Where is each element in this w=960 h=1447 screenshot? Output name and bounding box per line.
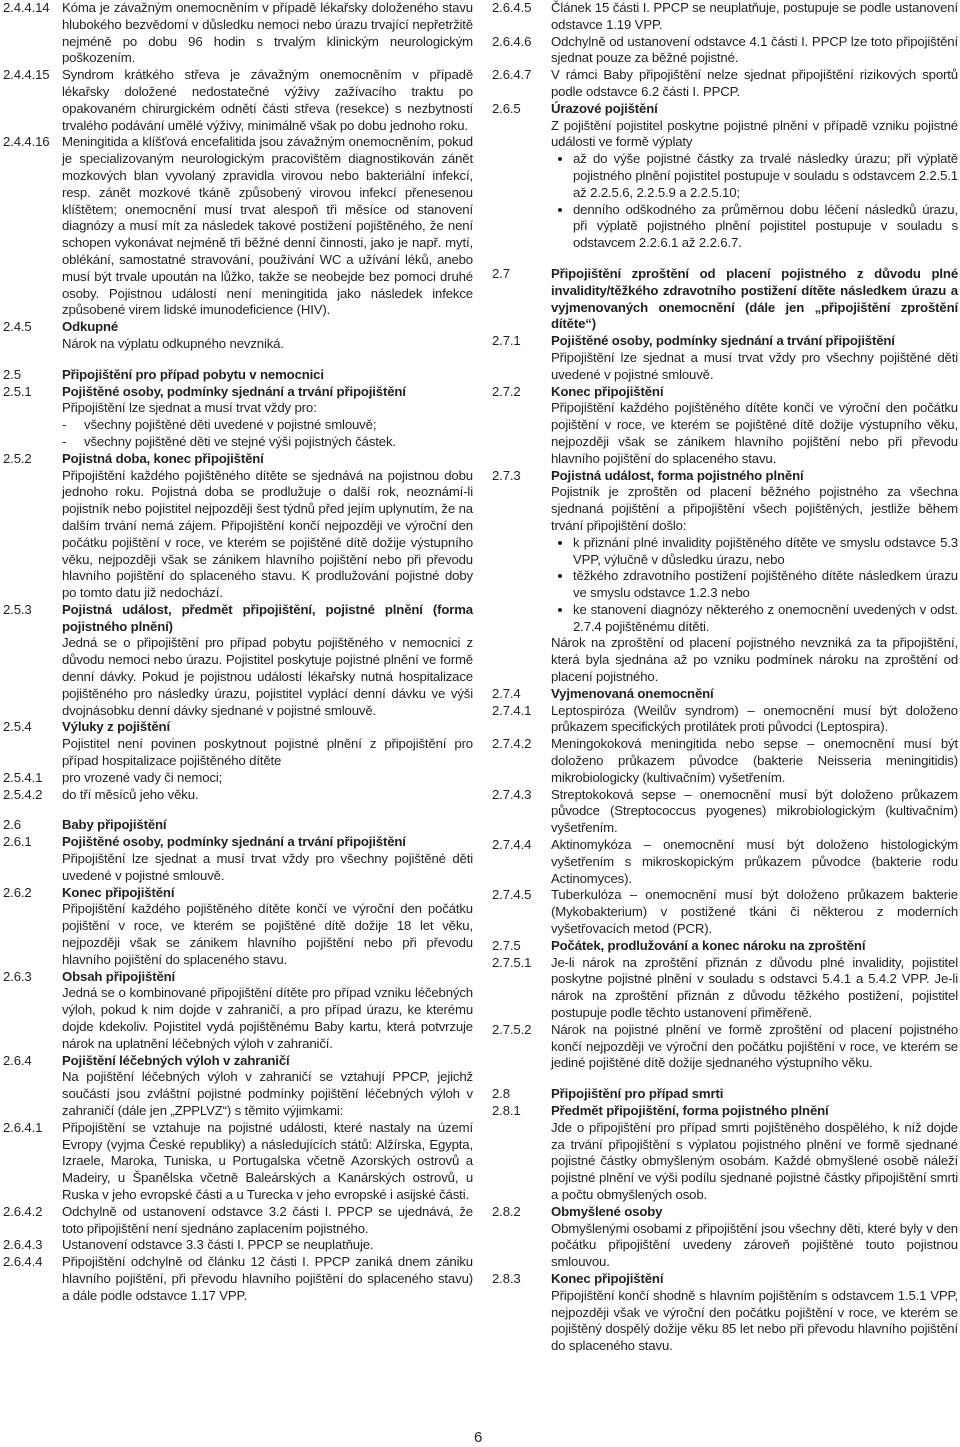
clause-number: 2.6.4.6 [492,33,532,49]
clause-body [551,938,958,955]
clause-number: 2.8 [492,1086,510,1102]
clause-body [62,384,473,451]
clause [492,787,958,837]
clause-body [62,451,473,602]
bullet-item: • ke stanovení diagnózy některého z onemocnění uvedených v odst. 2.7.4 pojištěnému dítěti. [573,602,958,636]
clause [3,1120,473,1204]
clause-text: Pojistitel není povinen poskytnout pojistné plnění z připojištění pro případ hospitalizace pojištěného dítěte [62,736,473,769]
clause-text: Připojištění každého pojištěného dítěte končí ve výroční den počátku pojištění v roce, ve kterém se pojištěné dítě dožije výstupního věku, nejpozději však se zánikem hlavního pojištění nebo při převodu hlavního pojištění do splaceného stavu. [551,400,958,466]
clause-body [551,333,958,383]
clause-text: Streptokoková sepse – onemocnění musí být doloženo průkazem původce (Streptococcus pyogenes) mikrobiologickým (kultivačním) vyšetřením. [551,786,958,836]
clause-number: 2.7.4.1 [492,702,532,718]
clause-body [62,719,473,769]
clause-number: 2.6.2 [3,884,32,900]
clause-body [551,34,958,68]
clause-body [62,969,473,1053]
clause-heading: Úrazové pojištění [551,100,658,116]
clause [492,34,958,68]
clause-text: Syndrom krátkého střeva je závažným onemocněním v případě lékařsky doložené nedostatečné výživy zažívacího traktu po opakovaném chirurgickém odnětí části střeva (resekce) s nezbytností trvalého podávání umělé výživy, minimálně však po dobu jednoho roku. [62,67,473,133]
clause-body [62,1254,473,1304]
clause-body [551,955,958,1022]
section-spacer [3,353,473,367]
clause-body [62,319,473,353]
clause [3,1053,473,1120]
clause-heading: Vyjmenovaná onemocnění [551,685,714,701]
clause [3,885,473,969]
clause-number: 2.7.4.4 [492,837,532,853]
clause-body [551,703,958,737]
clause-body [551,468,958,686]
clause-heading: Konec připojištění [551,1270,664,1286]
clause [3,834,473,884]
section-spacer [3,803,473,817]
bullet-item: • těžkého zdravotního postižení pojištěného dítěte následkem úrazu ve smyslu odstavce 1.2.3 nebo [573,568,958,602]
clause-text: Leptospiróza (Weilův syndrom) – onemocnění musí být doloženo průkazem specifických protilátek proti původci (Leptospira). [551,702,958,735]
clause-number: 2.6.5 [492,100,521,116]
clause [492,887,958,937]
clause-number: 2.7.1 [492,333,521,349]
clause-body [551,266,958,333]
clause [492,67,958,101]
clause-number: 2.6.4.1 [3,1119,43,1135]
clause-body [551,787,958,837]
clause-text: Jedná se o připojištění pro případ pobytu pojištěného v nemocnici z důvodu nemoci nebo úrazu. Pojistitel poskytuje pojistné plnění ve formě denní dávky. Pokud je pojistnou událostí lékařsky nutná hospitalizace pojištěného pro následky úrazu, pojistitel vyplácí denní dávku ve výši dvojnásobku denní dávky sjednané v pojistné smlouvě. [62,635,473,718]
clause-body [62,817,473,834]
clause-number: 2.4.4.14 [3,0,50,15]
clause-heading: Obsah připojištění [62,968,176,984]
clause-body [62,602,473,720]
clause-text: V rámci Baby připojištění nelze sjednat připojištění rizikových sportů podle odstavce 6.2 části I. PPCP. [551,67,958,99]
dash-item: - všechny pojištěné děti uvedené v pojistné smlouvě; [84,417,473,434]
clause-text: Aktinomykóza – onemocnění musí být doloženo histologickým vyšetřením s mikroskopickým průkazem původce (bakterie rodu Actinomyces). [551,837,958,886]
clause-body [551,0,958,34]
clause-number: 2.7.3 [492,467,521,483]
dash-list [62,417,473,451]
clause [3,1237,473,1254]
clause-body [62,1120,473,1204]
clause-number: 2.7.5.1 [492,954,532,970]
clause-text: Článek 15 části I. PPCP se neuplatňuje, postupuje se podle ustanovení odstavce 1.19 VPP. [551,0,958,32]
clause-text: Ustanovení odstavce 3.3 části I. PPCP se neuplatňuje. [62,1237,374,1253]
clause-text: Je-li nárok na zproštění přiznán z důvodu plné invalidity, pojistitel poskytne pojistné plnění v souladu s odstavci 5.4.1 a 5.4.2 VPP. Je-li nárok na zproštění přiznán z důvodu těžkého postižení, pojistitel postupuje podle těchto ustanovení přiměřeně. [551,954,958,1021]
bullet-item: • denního odškodného za průměrnou dobu léčení následků úrazu, při výplatě pojistného plnění pojistitel postupuje v souladu s odstavcem 2.2.6.1 až 2.2.6.7. [573,202,958,252]
clause-text: Jde o připojištění pro případ smrti pojištěného dospělého, k níž dojde za trvání připojištění s výplatou pojistného plnění ve formě sjednané pojistné částky obmyšleným osobám. Každé obmyšlené osobě náleží pojistné plnění ve výši podílu sjednané pojistné částky připojištění smrti a počtu obmyšlených osob. [551,1119,958,1202]
clause-text: Připojištění končí shodně s hlavním pojištěním s odstavcem 1.5.1 VPP, nejpozději však ve výroční den počátku pojištění v roce, ve kterém se pojištěný dospělý dožije věku 85 let nebo při převodu hlavního pojištění do splaceného stavu. [551,1287,958,1354]
clause-number: 2.5 [3,366,21,382]
clause [3,319,473,353]
clause-number: 2.6.4.3 [3,1237,43,1253]
clause-body [551,67,958,101]
clause-body [62,67,473,134]
clause-number: 2.7.4 [492,685,521,701]
clause-number: 2.7.2 [492,383,521,399]
clause-number: 2.6.4.2 [3,1203,43,1219]
clause-body [551,686,958,703]
clause-text: Nárok na zproštění od placení pojistného nevzniká za ta připojištění, která byla sjednána až po vzniku podmínek nároku na zproštění od placení pojistného. [551,635,958,685]
clause [3,0,473,67]
clause [3,384,473,451]
clause-number: 2.7.5 [492,937,521,953]
clause [492,1086,958,1103]
section-spacer [492,1072,958,1086]
clause [3,367,473,384]
clause-body [62,134,473,319]
clause-body [551,1103,958,1204]
clause [492,703,958,737]
clause-heading: Počátek, prodlužování a konec nároku na zproštění [551,937,866,953]
clause-number: 2.4.4.16 [3,134,50,150]
clause-number: 2.6.4.7 [492,67,532,83]
clause-text: Meningitida a klíšťová encefalitida jsou závažným onemocněním, pokud je specializovaným neurologickým pracovištěm diagnostikován zánět mozkových blan vyvolaný zpravidla virovou nebo bakteriální infekcí, resp. zánět mozkové tkáně způsobený virovou infekcí přenesenou klíštětem; onemocnění musí trvat alespoň tři měsíce od stanovení diagnózy a musí mít za následek takové postižení pojištěného, že není schopen vykonávat nejméně tři běžné denní činnosti, jako je např. mytí, oblékání, samostatné stravování, používání WC a užívání léků, anebo musí být trvale upoután na lůžko, takže se neobejde bez pomoci druhé osoby. Pojistnou událostí není meningitida jako následek infekce způsobené virem lidské imunodeficience (HIV). [62,134,473,318]
clause [3,817,473,834]
clause-number: 2.5.4.1 [3,769,43,785]
clause-text: Připojištění se vztahuje na pojistné události, které nastaly na území Evropy (vyjma České republiky) a následujících států: Alžírska, Egypta, Izraele, Maroka, Tuniska, u Portugalska včetně Azorských ostrovů a Madeiry, u Španělska včetně Baleárských a Kanárských ostrovů, u Ruska v jeho evropské části a u Turecka v jeho evropské i asijské části. [62,1119,473,1202]
section-spacer [492,252,958,266]
clause [3,602,473,720]
clause [3,770,473,787]
clause-number: 2.6 [3,817,21,833]
clause-heading: Pojištěné osoby, podmínky sjednání a trvání připojištění [62,834,406,850]
clause-number: 2.8.2 [492,1203,521,1219]
clause-body [62,0,473,67]
clause [3,719,473,769]
clause-number: 2.4.4.15 [3,67,50,83]
clause-heading: Pojistná doba, konec připojištění [62,450,264,466]
clause-heading: Konec připojištění [62,884,175,900]
bullet-item: • až do výše pojistné částky za trvalé následky úrazu; při výplatě pojistného plnění pojistitel postupuje v souladu s odstavcem 2.2.5.1 až 2.2.5.6, 2.2.5.9 a 2.2.5.10; [573,151,958,201]
clause-body [62,885,473,969]
clause-text: Připojištění odchylně od článku 12 části I. PPCP zaniká dnem zániku hlavního pojištění, při převodu hlavního pojištění do splaceného stavu) a dále podle odstavce 1.17 VPP. [62,1254,473,1303]
clause [3,67,473,134]
clause-number: 2.4.5 [3,319,32,335]
clause-body [551,1086,958,1103]
clause-body [62,1053,473,1120]
clause [492,468,958,686]
clause-text: Obmyšlenými osobami z připojištění jsou všechny děti, které byly v den počátku připojištění uvedeny zároveň pojištěné touto pojistnou smlouvou. [551,1220,958,1270]
clause [492,686,958,703]
clause-heading: Konec připojištění [551,383,664,399]
clause-body [551,1022,958,1072]
clause-body [62,1204,473,1238]
clause-body [62,834,473,884]
clause-body [62,367,473,384]
clause-number: 2.6.3 [3,968,32,984]
clause [492,837,958,887]
clause-number: 2.7.4.2 [492,736,532,752]
clause [492,0,958,34]
clause-text: Nárok na výplatu odkupného nevzniká. [62,335,284,351]
clause-heading: Odkupné [62,319,119,335]
left-column [3,0,473,1305]
right-column [492,0,958,1355]
page-number: 6 [474,1429,483,1446]
clause-heading: Předmět připojištění, forma pojistného plnění [551,1103,829,1118]
clause [3,787,473,804]
clause-number: 2.8.1 [492,1103,521,1118]
clause-text: do tří měsíců jeho věku. [62,786,199,802]
dash-item: - všechny pojištěné děti ve stejné výši pojistných částek. [84,434,473,451]
clause-text: Připojištění lze sjednat a musí trvat vždy pro všechny pojištěné děti uvedené v pojistné smlouvě. [62,851,473,883]
clause [492,736,958,786]
clause-text: Meningokoková meningitida nebo sepse – onemocnění musí být doloženo průkazem původce (bakterie Neisseria meningitidis) mikrobiologicky (kultivačním) vyšetřením. [551,736,958,785]
clause [3,451,473,602]
clause-heading: Pojistná událost, předmět připojištění, pojistné plnění (forma pojistného plnění) [62,601,473,634]
clause-heading: Výluky z pojištění [62,719,170,735]
bullet-list [551,151,958,252]
clause-text: Připojištění lze sjednat a musí trvat vždy pro všechny pojištěné děti uvedené v pojistné smlouvě. [551,349,958,382]
clause-body [551,101,958,252]
clause-text: Odchylně od ustanovení odstavce 4.1 části I. PPCP lze toto připojištění sjednat pouze za běžné pojistné. [551,33,958,66]
clause-text: Na pojištění léčebných výloh v zahraničí se vztahují PPCP, jejichž součástí jsou zvláštní pojistné podmínky pojištění léčebných výloh v zahraničí (dále jen „ZPPLVZ“) s těmito výjimkami: [62,1069,473,1118]
clause-number: 2.6.4.4 [3,1254,43,1270]
bullet-list [551,535,958,636]
clause-number: 2.6.4.5 [492,0,532,15]
clause-heading: Připojištění pro případ smrti [551,1086,724,1102]
clause-number: 2.7 [492,265,510,281]
clause [492,1103,958,1204]
clause-body [551,837,958,887]
clause-number: 2.5.4 [3,719,32,735]
clause-body [62,770,473,787]
clause-heading: Připojištění pro případ pobytu v nemocnici [62,366,324,382]
clause [3,1204,473,1238]
clause-number: 2.5.2 [3,450,32,466]
clause [492,1271,958,1355]
clause-body [551,384,958,468]
clause [3,969,473,1053]
clause-body [551,1204,958,1271]
clause [492,938,958,955]
clause-number: 2.5.1 [3,383,32,399]
clause [492,333,958,383]
clause-body [551,736,958,786]
clause-heading: Pojištěné osoby, podmínky sjednání a trvání připojištění [62,383,406,399]
clause-number: 2.7.4.3 [492,786,532,802]
clause-body [62,1237,473,1254]
clause-text: Připojištění každého pojištěného dítěte končí ve výroční den počátku pojištění v roce, ve kterém se pojištěné dítě dožije 18 let věku, nejpozději však se zánikem hlavního pojištění nebo při převodu hlavního pojištění do splaceného stavu. [62,901,473,967]
clause-number: 2.5.4.2 [3,786,43,802]
clause-text: Nárok na pojistné plnění ve formě zproštění od placení pojistného končí nejpozději ve výroční den počátku pojištění v roce, ve kterém se jediné pojištěné dítě dožije sjednaného výstupního věku. [551,1021,958,1071]
clause-number: 2.7.5.2 [492,1021,532,1037]
clause-text: Z pojištění pojistitel poskytne pojistné plnění v případě vzniku pojistné události ve formě výplaty [551,117,958,150]
clause-text: Odchylně od ustanovení odstavce 3.2 části I. PPCP se ujednává, že toto připojištění není sjednáno zaplacením pojistného. [62,1203,473,1236]
clause-number: 2.8.3 [492,1270,521,1286]
clause-body [551,1271,958,1355]
clause [492,266,958,333]
clause-text: Připojištění lze sjednat a musí trvat vždy pro: [62,400,317,416]
bullet-item: • k přiznání plné invalidity pojištěného dítěte ve smyslu odstavce 5.3 VPP, výlučně v důsledku úrazu, nebo [573,535,958,569]
clause [3,134,473,319]
clause-text: Tuberkulóza – onemocnění musí být doloženo průkazem bakterie (Mykobakterium) v postižené tkáni či některou z moderních vyšetřovacích metod (PCR). [551,887,958,937]
clause-text: Připojištění každého pojištěného dítěte se sjednává na pojistnou dobu jednoho roku. Pojistná doba se prodlužuje o další rok, neoznámí-li pojistník nebo pojistitel nejpozději šest týdnů před jejím uplynutím, že na dalším trvání nemá zájem. Připojištění končí nejpozději ve výroční den počátku pojištění v roce, ve kterém se pojištěné dítě dožije výstupního věku, nejpozději však se zánikem hlavního pojištění nebo při převodu hlavního pojištění do splaceného stavu. K prodlužování pojistné doby po tomto datu již nedochází. [62,467,473,601]
clause [3,1254,473,1304]
clause [492,384,958,468]
clause-heading: Obmyšlené osoby [551,1203,663,1219]
clause [492,1022,958,1072]
clause-text: pro vrozené vady či nemoci; [62,769,223,785]
clause [492,955,958,1022]
clause-number: 2.5.3 [3,601,32,617]
clause [492,1204,958,1271]
clause-heading: Pojištěné osoby, podmínky sjednání a trvání připojištění [551,333,895,349]
clause-number: 2.6.4 [3,1052,32,1068]
clause [492,101,958,252]
clause-body [551,887,958,937]
clause-number: 2.7.4.5 [492,887,532,903]
clause-text: Kóma je závažným onemocněním v případě lékařsky doloženého stavu hlubokého bezvědomí v důsledku nemoci nebo úrazu trvající nepřetržitě nejméně po dobu 96 hodin s trvalým klinickým neurologickým poškozením. [62,0,473,66]
clause-number: 2.6.1 [3,834,32,850]
clause-text: Jedná se o kombinované připojištění dítěte pro případ vzniku léčebných výloh, pokud k nim dojde v zahraničí, a pro případ úrazu, ke kterému dojde kdekoliv. Pojistitel vydá pojištěnému Baby kartu, která potvrzuje nárok na uplatnění léčebných výloh v zahraničí. [62,985,473,1051]
clause-heading: Pojištění léčebných výloh v zahraničí [62,1052,290,1068]
clause-heading: Baby připojištění [62,817,167,833]
clause-heading: Pojistná událost, forma pojistného plnění [551,467,804,483]
clause-body [62,787,473,804]
clause-heading: Připojištění zproštění od placení pojistného z důvodu plné invalidity/těžkého zdravotního postižení dítěte následkem úrazu a vyjmenovaných onemocnění (dále jen „připojištění zproštění dítěte“) [551,265,958,332]
clause-text: Pojistník je zproštěn od placení běžného pojistného za všechna sjednaná pojištění a připojištění všech pojištěných, jestliže během trvání připojištění došlo: [551,484,958,533]
